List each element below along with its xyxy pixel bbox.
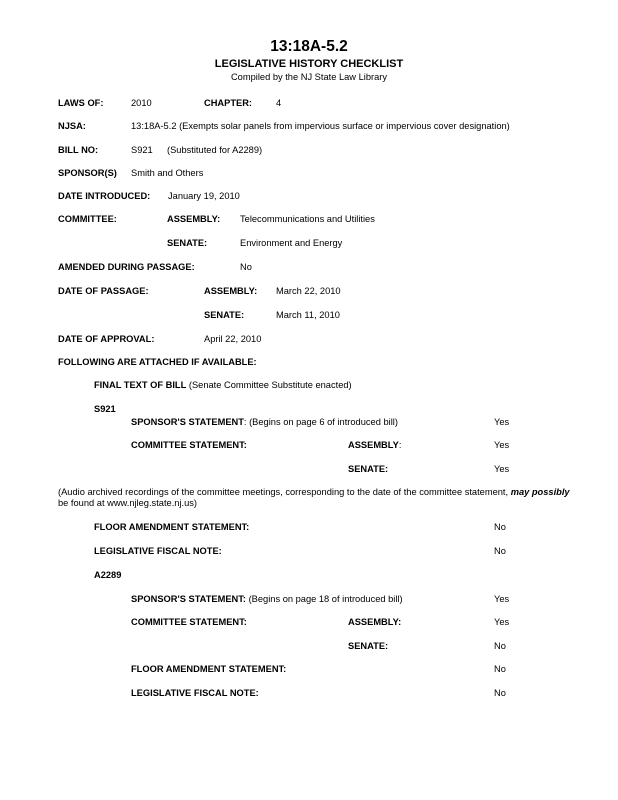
a2289-fiscal-label: LEGISLATIVE FISCAL NOTE:: [131, 688, 259, 698]
a2289-fiscal-value: No: [494, 688, 506, 698]
s921-assembly-label: ASSEMBLY: [348, 440, 399, 450]
audio-note-part2: be found at www.njleg.state.nj.us): [58, 498, 198, 508]
s921-sponsor-value: Yes: [494, 417, 510, 427]
page-title: 13:18A-5.2: [270, 38, 348, 55]
fiscal-note-value: No: [494, 546, 506, 556]
committee-assembly-value: Telecommunications and Utilities: [240, 214, 375, 224]
sponsors-value: Smith and Others: [131, 168, 204, 178]
compiled-by: Compiled by the NJ State Law Library: [230, 72, 388, 82]
date-introduced-label: DATE INTRODUCED:: [58, 191, 151, 201]
s921-assembly-value: Yes: [494, 440, 510, 450]
njsa-label: NJSA:: [58, 121, 86, 131]
s921-senate-value: Yes: [494, 464, 510, 474]
s921-sponsor-label: SPONSOR'S STATEMENT: [131, 417, 244, 427]
s921-sponsor-row: [131, 417, 398, 428]
date-introduced-value: January 19, 2010: [168, 191, 240, 201]
s921-assembly-row: [348, 440, 401, 451]
final-text-note: (Senate Committee Substitute enacted): [186, 380, 352, 390]
njsa-value: 13:18A-5.2 (Exempts solar panels from impervious surface or impervious cover designation): [131, 121, 510, 131]
a2289-senate-value: No: [494, 641, 506, 651]
a2289-assembly-value: Yes: [494, 617, 510, 627]
passage-label: DATE OF PASSAGE:: [58, 286, 149, 296]
page-subtitle: LEGISLATIVE HISTORY CHECKLIST: [214, 58, 404, 70]
passage-senate-label: SENATE:: [204, 310, 245, 320]
s921-sponsor-note: : (Begins on page 6 of introduced bill): [243, 417, 398, 427]
a2289-floor-label: FLOOR AMENDMENT STATEMENT:: [131, 664, 287, 674]
s921-assembly-colon: :: [398, 440, 402, 450]
audio-note-part1: (Audio archived recordings of the committee meetings, corresponding to the date of the committee statement,: [58, 487, 511, 497]
a2289-committee-label: COMMITTEE STATEMENT:: [131, 617, 247, 627]
floor-amendment-value: No: [494, 522, 506, 532]
fiscal-note-label: LEGISLATIVE FISCAL NOTE:: [94, 546, 222, 556]
committee-assembly-label: ASSEMBLY:: [167, 214, 221, 224]
floor-amendment-label: FLOOR AMENDMENT STATEMENT:: [94, 522, 250, 532]
approval-value: April 22, 2010: [204, 334, 262, 344]
a2289-assembly-label: ASSEMBLY:: [348, 617, 402, 627]
final-text-label: FINAL TEXT OF BILL: [94, 380, 187, 390]
a2289-sponsor-label: SPONSOR'S STATEMENT:: [131, 594, 246, 604]
audio-note-emphasis: may possibly: [510, 487, 570, 497]
chapter-value: 4: [276, 98, 282, 108]
amended-label: AMENDED DURING PASSAGE:: [58, 262, 195, 272]
laws-of-label: LAWS OF:: [58, 98, 104, 108]
approval-label: DATE OF APPROVAL:: [58, 334, 155, 344]
passage-assembly-label: ASSEMBLY:: [204, 286, 258, 296]
laws-of-value: 2010: [131, 98, 152, 108]
audio-note: [58, 487, 578, 509]
final-text-row: [94, 380, 352, 391]
committee-label: COMMITTEE:: [58, 214, 117, 224]
committee-senate-value: Environment and Energy: [240, 238, 343, 248]
passage-assembly-value: March 22, 2010: [276, 286, 341, 296]
committee-senate-label: SENATE:: [167, 238, 208, 248]
s921-committee-label: COMMITTEE STATEMENT:: [131, 440, 247, 450]
s921-heading: S921: [94, 404, 116, 414]
bill-no-note: (Substituted for A2289): [167, 145, 263, 155]
bill-no-label: BILL NO:: [58, 145, 99, 155]
a2289-sponsor-row: [131, 594, 403, 605]
amended-value: No: [240, 262, 252, 272]
a2289-heading: A2289: [94, 570, 122, 580]
passage-senate-value: March 11, 2010: [276, 310, 340, 320]
chapter-label: CHAPTER:: [204, 98, 253, 108]
a2289-sponsor-value: Yes: [494, 594, 510, 604]
a2289-sponsor-note: (Begins on page 18 of introduced bill): [246, 594, 403, 604]
sponsors-label: SPONSOR(S): [58, 168, 117, 178]
s921-senate-label: SENATE:: [348, 464, 389, 474]
a2289-senate-label: SENATE:: [348, 641, 389, 651]
a2289-floor-value: No: [494, 664, 506, 674]
attached-heading: FOLLOWING ARE ATTACHED IF AVAILABLE:: [58, 357, 257, 367]
bill-no-value: S921: [131, 145, 153, 155]
